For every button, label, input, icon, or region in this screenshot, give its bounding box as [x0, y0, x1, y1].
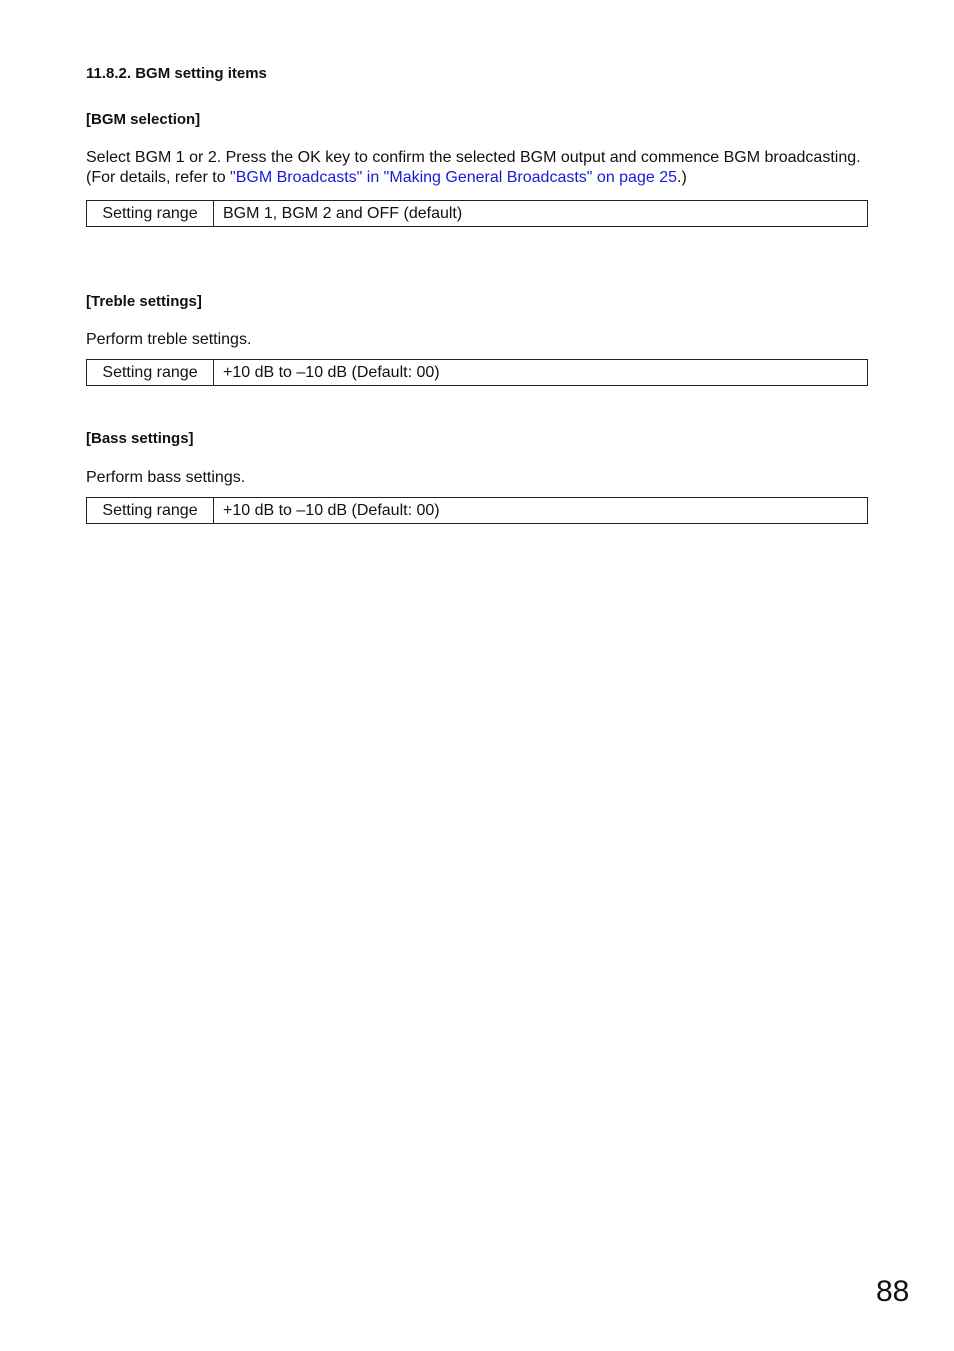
table-row: [87, 360, 868, 386]
section-title: 11.8.2. BGM setting items: [86, 65, 267, 82]
setting-range-value: +10 dB to –10 dB (Default: 00): [214, 498, 868, 524]
bgm-selection-line2-suffix: .): [677, 169, 687, 186]
bgm-selection-range-table: [86, 200, 868, 227]
bass-settings-heading: [Bass settings]: [86, 430, 194, 447]
bgm-selection-reference: [86, 168, 876, 188]
setting-range-label: Setting range: [87, 360, 214, 386]
bgm-selection-line1: Select BGM 1 or 2. Press the OK key to confirm the selected BGM output and commence BGM broadcasting.: [86, 149, 861, 166]
setting-range-value: BGM 1, BGM 2 and OFF (default): [214, 201, 868, 227]
bass-settings-range-table: [86, 497, 868, 524]
setting-range-label: Setting range: [87, 201, 214, 227]
bgm-selection-description: [86, 148, 876, 168]
bgm-broadcasts-link[interactable]: "BGM Broadcasts" in "Making General Broadcasts" on page 25: [230, 169, 677, 186]
table-row: [87, 201, 868, 227]
page-number: 88: [876, 1275, 910, 1308]
treble-settings-description: Perform treble settings.: [86, 331, 252, 348]
bgm-selection-heading: [BGM selection]: [86, 111, 201, 128]
treble-settings-range-table: [86, 359, 868, 386]
setting-range-value: +10 dB to –10 dB (Default: 00): [214, 360, 868, 386]
treble-settings-heading: [Treble settings]: [86, 293, 202, 310]
setting-range-label: Setting range: [87, 498, 214, 524]
bgm-selection-line2-prefix: (For details, refer to: [86, 169, 231, 186]
bass-settings-description: Perform bass settings.: [86, 469, 246, 486]
table-row: [87, 498, 868, 524]
